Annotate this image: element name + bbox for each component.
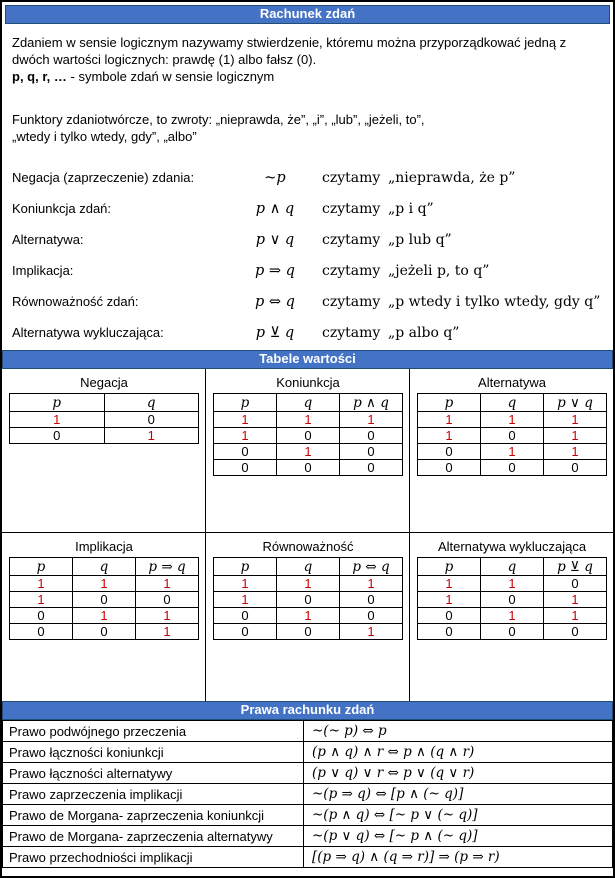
truth-value: 1 [544,444,607,460]
truth-value: 0 [73,624,136,640]
truth-value: 1 [214,428,277,444]
truth-table-row [418,460,607,476]
truth-value: 0 [544,624,607,640]
truth-value: 0 [214,444,277,460]
law-formula: [(p ⇒ q) ∧ (q ⇒ r)] ⇒ (p ⇒ r) [304,847,613,868]
truth-value: 1 [214,576,277,592]
connective-label: Implikacja: [12,263,74,278]
truth-table-header-row [10,558,199,576]
truth-table-cell [2,533,206,701]
law-row [3,763,613,784]
truth-value: 1 [277,576,340,592]
truth-table-title: Negacja [80,375,128,390]
truth-table-title: Alternatywa [478,375,546,390]
truth-value: 0 [340,592,403,608]
truth-table-header-row [214,558,403,576]
truth-table-row [418,444,607,460]
truth-value: 1 [418,428,481,444]
truth-value: 0 [481,592,544,608]
truth-value: 1 [418,592,481,608]
section-banner-tabele-wartosci: Tabele wartości [2,350,613,369]
connective-read-word: czytamy [322,293,381,310]
law-formula: ~(~ p) ⇔ p [304,721,613,742]
truth-value: 1 [104,428,199,444]
law-name: Prawo łączności koniunkcji [3,742,304,763]
truth-value: 0 [104,412,199,428]
truth-table-header-row [418,558,607,576]
law-name: Prawo przechodniości implikacji [3,847,304,868]
truth-table-row [214,444,403,460]
connective-read-word: czytamy [322,169,381,186]
truth-table-row [418,576,607,592]
truth-value: 1 [481,412,544,428]
truth-table-row [214,608,403,624]
truth-table-title: Implikacja [75,539,133,554]
definition-line-2: dwóch wartości logicznych: prawdę (1) albo fałsz (0). [12,52,317,67]
truth-table-row [214,624,403,640]
truth-table-header: p ⇔ q [340,558,403,576]
truth-table-title: Alternatywa wykluczająca [437,539,587,554]
truth-table-cell [410,533,613,701]
connective-reading: „nieprawda, że p” [388,169,516,186]
connective-reading: „p albo q” [388,324,460,341]
law-name: Prawo łączności alternatywy [3,763,304,784]
law-row [3,721,613,742]
connective-row [2,255,613,286]
truth-table-row [418,608,607,624]
truth-table-header: p [214,394,277,412]
truth-value: 0 [418,460,481,476]
truth-value: 1 [214,412,277,428]
truth-value: 0 [481,428,544,444]
connective-symbol: p ⊻ q [255,324,295,341]
truth-table-row [10,412,199,428]
truth-table-title: Koniunkcja [276,375,340,390]
truth-value: 1 [10,576,73,592]
law-row [3,784,613,805]
intro-section [2,24,613,156]
truth-table-header: q [104,394,199,412]
truth-table-header: p ⊻ q [544,558,607,576]
truth-table-cell [2,369,206,533]
truth-table-row [214,412,403,428]
connective-label: Negacja (zaprzeczenie) zdania: [12,170,195,185]
truth-table [213,393,403,476]
connective-label: Równoważność zdań: [12,294,139,309]
truth-value: 1 [340,412,403,428]
connective-row [2,224,613,255]
truth-table-header: p [418,558,481,576]
law-formula: ~(p ∨ q) ⇔ [~ p ∧ (~ q)] [304,826,613,847]
truth-value: 0 [277,428,340,444]
truth-table-header: p ∧ q [340,394,403,412]
truth-value: 1 [73,576,136,592]
truth-table-header-row [10,394,199,412]
truth-value: 0 [136,592,199,608]
spacer [12,85,603,111]
truth-value: 1 [73,608,136,624]
truth-value: 1 [544,428,607,444]
definition-line-1: Zdaniem w sensie logicznym nazywamy stwierdzenie, któremu można przyporządkować jedną z [12,35,567,50]
truth-value: 1 [481,576,544,592]
truth-value: 1 [340,576,403,592]
truth-value: 1 [136,624,199,640]
truth-table-header: q [481,558,544,576]
truth-value: 0 [277,592,340,608]
law-name: Prawo podwójnego przeczenia [3,721,304,742]
truth-value: 0 [277,624,340,640]
truth-value: 0 [214,460,277,476]
symbols-bold: p, q, r, … [12,69,67,84]
truth-table-row [418,592,607,608]
truth-value: 0 [418,608,481,624]
connective-symbol: ~p [264,169,286,186]
truth-table-row [214,428,403,444]
truth-value: 1 [277,412,340,428]
truth-table-row [214,592,403,608]
laws-table [2,720,613,868]
connective-row [2,317,613,348]
connectives-list [2,156,613,350]
truth-table-header: p ⇒ q [136,558,199,576]
truth-table-cell [410,369,613,533]
truth-value: 1 [10,592,73,608]
truth-value: 1 [481,444,544,460]
truth-table-title: Równoważność [262,539,354,554]
law-formula: ~(p ∧ q) ⇔ [~ p ∨ (~ q)] [304,805,613,826]
section-banner-prawa-rachunku-zdan: Prawa rachunku zdań [2,701,613,720]
symbols-tail: - symbole zdań w sensie logicznym [66,69,275,84]
truth-value: 0 [73,592,136,608]
laws-table-body [3,721,613,868]
truth-table-cell [206,369,410,533]
truth-value: 1 [544,592,607,608]
truth-table-row [418,412,607,428]
truth-value: 0 [277,460,340,476]
truth-table-header: p [10,394,105,412]
truth-table-row [418,428,607,444]
truth-value: 0 [481,624,544,640]
truth-value: 0 [340,444,403,460]
law-formula: (p ∧ q) ∧ r ⇔ p ∧ (q ∧ r) [304,742,613,763]
truth-value: 1 [544,412,607,428]
connective-symbol: p ∧ q [255,200,295,217]
truth-table-row [10,624,199,640]
connective-row [2,193,613,224]
truth-value: 1 [277,608,340,624]
truth-value: 0 [214,624,277,640]
truth-table-row [10,608,199,624]
truth-table [9,557,199,640]
law-name: Prawo de Morgana- zaprzeczenia alternatywy [3,826,304,847]
truth-value: 0 [340,428,403,444]
truth-value: 0 [544,460,607,476]
truth-table [213,557,403,640]
law-row [3,847,613,868]
connective-reading: „p lub q” [388,231,452,248]
connective-row [2,286,613,317]
truth-table-header: q [481,394,544,412]
connective-read-word: czytamy [322,200,381,217]
truth-table-row [10,428,199,444]
truth-value: 1 [277,444,340,460]
truth-table-header: p [10,558,73,576]
truth-table-header: p [418,394,481,412]
connective-read-word: czytamy [322,262,381,279]
connective-symbol: p ⇔ q [255,293,295,310]
truth-value: 1 [481,608,544,624]
law-row [3,742,613,763]
law-row [3,805,613,826]
truth-table-header-row [214,394,403,412]
truth-value: 1 [136,576,199,592]
truth-table-row [10,592,199,608]
truth-value: 1 [10,412,105,428]
law-row [3,826,613,847]
truth-table-header: q [277,558,340,576]
truth-value: 0 [340,608,403,624]
truth-value: 1 [214,592,277,608]
connective-label: Koniunkcja zdań: [12,201,112,216]
truth-table-header: q [73,558,136,576]
functors-line-1: Funktory zdaniotwórcze, to zwroty: „nieprawda, że”, „i”, „lub”, „jeżeli, to”, [12,112,425,127]
connective-reading: „p i q” [388,200,434,217]
truth-value: 0 [340,460,403,476]
truth-value: 0 [418,444,481,460]
truth-table-row [10,576,199,592]
truth-table [9,393,199,444]
truth-table [417,393,607,476]
truth-value: 1 [136,608,199,624]
truth-table [417,557,607,640]
truth-value: 0 [214,608,277,624]
law-name: Prawo de Morgana- zaprzeczenia koniunkcji [3,805,304,826]
truth-tables-grid [2,369,613,701]
law-name: Prawo zaprzeczenia implikacji [3,784,304,805]
connective-symbol: p ∨ q [255,231,295,248]
truth-table-row [418,624,607,640]
truth-table-row [214,576,403,592]
truth-value: 1 [544,608,607,624]
connective-read-word: czytamy [322,324,381,341]
truth-value: 1 [340,624,403,640]
connective-reading: „p wtedy i tylko wtedy, gdy q” [388,293,601,310]
connective-reading: „jeżeli p, to q” [388,262,490,279]
truth-value: 0 [10,624,73,640]
truth-value: 0 [418,624,481,640]
truth-value: 0 [10,428,105,444]
section-banner-rachunek-zdan: Rachunek zdań [5,5,610,24]
law-formula: ~(p ⇒ q) ⇔ [p ∧ (~ q)] [304,784,613,805]
truth-table-row [214,460,403,476]
symbols-line [12,68,603,85]
truth-table-header: p ∨ q [544,394,607,412]
truth-table-cell [206,533,410,701]
truth-value: 1 [418,576,481,592]
connective-label: Alternatywa wykluczająca: [12,325,164,340]
connective-symbol: p ⇒ q [255,262,295,279]
truth-value: 1 [418,412,481,428]
truth-table-header: p [214,558,277,576]
functors-line-2: „wtedy i tylko wtedy, gdy”, „albo” [12,129,197,144]
law-formula: (p ∨ q) ∨ r ⇔ p ∨ (q ∨ r) [304,763,613,784]
connective-label: Alternatywa: [12,232,84,247]
truth-value: 0 [481,460,544,476]
truth-value: 0 [544,576,607,592]
connective-row [2,162,613,193]
connective-read-word: czytamy [322,231,381,248]
truth-table-header: q [277,394,340,412]
truth-table-header-row [418,394,607,412]
truth-value: 0 [10,608,73,624]
